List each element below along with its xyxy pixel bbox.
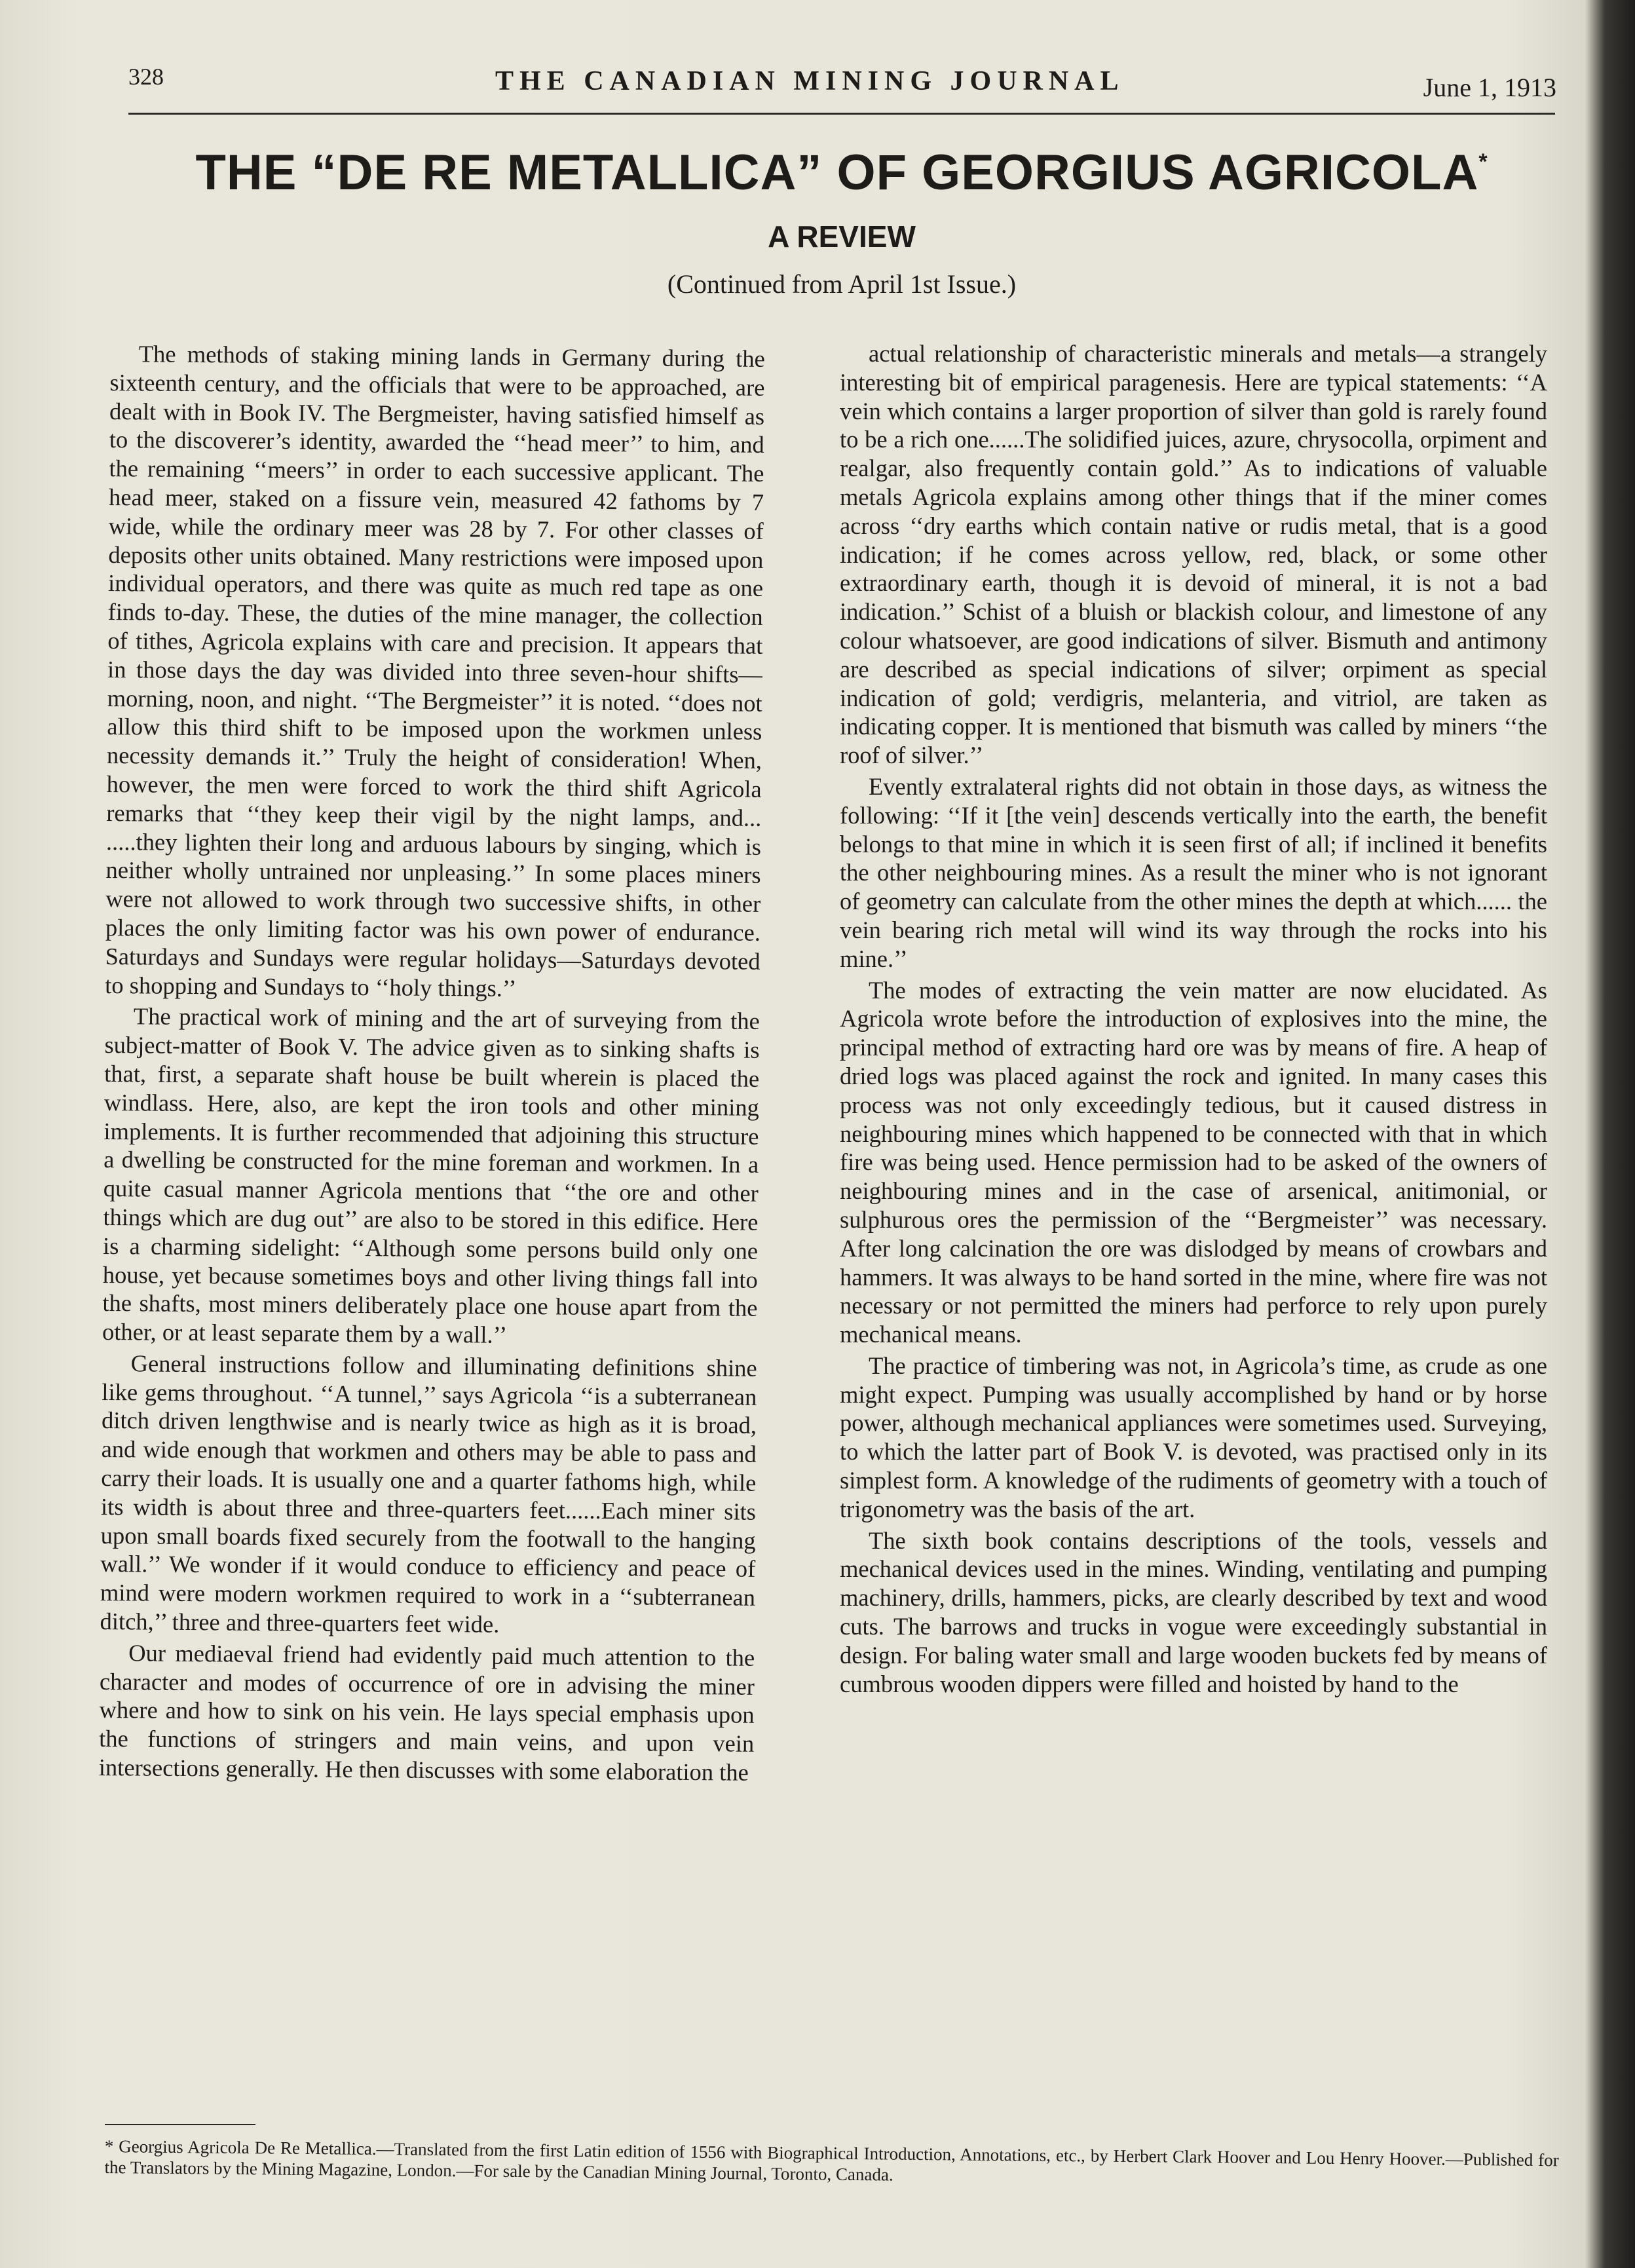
running-header (128, 63, 1556, 109)
paragraph: The modes of extracting the vein matter are now elucidated. As Agricola wrote before the introduction of explosives into the mine, the principal method of extracting hard ore was by means of fire. A heap of dried logs was placed against the rock and ignited. In many cases this process was not only exceedingly tedious, but it caused distress in neighbouring mines which happened to be connected with that in which fire was being used. Hence permission had to be asked of the owners of neighbouring mines and in the case of arsenical, anitimonial, or sulphurous ores the permission of the ‘‘Bergmeister’’ was necessary. After long calcination the ore was dislodged by means of crowbars and hammers. It was always to be hand sorted in the mine, where fire was not necessary or not permitted the miners had perforce to rely upon purely mechanical means. (840, 976, 1547, 1348)
right-column (840, 339, 1547, 2108)
article-subtitle: A REVIEW (768, 219, 916, 254)
footnote: * Georgius Agricola De Re Metallica.—Translated from the first Latin edition of 1556 with Biographical Introduction, Annotations, etc., by Herbert Clark Hoover and Lou Henry Hoover.—Published for the Translators by the Mining Magazine, London.—For sale by the Canadian Mining Journal, Toronto, Canada. (104, 2136, 1559, 2185)
footnote-rule (105, 2124, 255, 2125)
article-title (131, 144, 1552, 201)
paragraph: actual relationship of characteristic minerals and metals—a strangely interesting bit of empirical paragenesis. Here are typical statements: ‘‘A vein which contains a larger proportion of silver than gold is rarely found to be a rich one......The solidified juices, azure, chrysocolla, orpiment and realgar, also frequently contain gold.’’ As to indications of valuable metals Agricola explains among other things that if the miner comes across ‘‘dry earths which contain native or rudis metal, that is a good indication; if he comes across yellow, red, black, or some other extraordinary earth, though it is devoid of mineral, it is not a bad indication.’’ Schist of a bluish or blackish colour, and limestone of any colour whatsoever, are good indications of silver. Bismuth and antimony are described as special indications of silver; orpiment as special indication of gold; verdigris, melanteria, and vitriol, are taken as indicating copper. It is mentioned that bismuth was called by miners ‘‘the roof of silver.’’ (840, 340, 1547, 769)
left-column (96, 339, 765, 2113)
paragraph: The practical work of mining and the art of surveying from the subject-matter of Book V. The advice given as to sinking shafts is that, first, a separate shaft house be built wherein is placed the windlass. Here, also, are kept the iron tools and other mining implements. It is further recommended that adjoining this structure a dwelling be constructed for the mine foreman and workmen. In a quite casual manner Agricola mentions that ‘‘the ore and other things which are dug out’’ are also to be stored in this edifice. Here is a charming sidelight: ‘‘Although some persons build only one house, yet because sometimes boys and other living things fall into the shafts, most miners deliberately place one house apart from the other, or at least separate them by a wall.’’ (102, 1002, 761, 1348)
article-title-text: THE “DE RE METALLICA” OF GEORGIUS AGRICOLA (195, 145, 1479, 200)
paragraph: The methods of staking mining lands in Germany during the sixteenth century, and the officials that were to be approached, are dealt with in Book IV. The Bergmeister, having satisfied himself as to the discoverer’s identity, awarded the ‘‘head meer’’ to him, and the remaining ‘‘meers’’ in order to each successive applicant. The head meer, staked on a fissure vein, measured 42 fathoms by 7 wide, while the ordinary meer was 28 by 7. For other classes of deposits other units obtained. Many restrictions were imposed upon individual operators, and there was quite as much red tape as one finds to-day. These, the duties of the mine manager, the collection of tithes, Agricola explains with care and precision. It appears that in those days the day was divided into three seven-hour shifts—morning, noon, and night. ‘‘The Bergmeister’’ it is noted. ‘‘does not allow this third shift to be imposed upon the workmen unless necessity demands it.’’ Truly the height of consideration! When, however, the men were forced to work the third shift Agricola remarks that ‘‘they keep their vigil by the night lamps, and... .....they lighten their long and arduous labours by singing, which is neither wholly untrained nor unpleasing.’’ In some places miners were not allowed to work through two successive shifts, in other places the only limiting factor was his own power of endurance. Saturdays and Sundays were regular holidays—Saturdays devoted to shopping and Sundays to ‘‘holy things.’’ (105, 340, 765, 1002)
footnote-marker: * (1478, 149, 1488, 174)
paragraph: General instructions follow and illuminating definitions shine like gems throughout. ‘‘A tunnel,’’ says Agricola ‘‘is a subterranean ditch driven lengthwise and is nearly twice as high as it is broad, and wide enough that workmen and others may be able to pass and carry their loads. It is usually one and a quarter fathoms high, while its width is about three and three-quarters feet......Each miner sits upon small boards fixed securely from the footwall to the hanging wall.’’ We wonder if it would conduce to efficiency and peace of mind were modern workmen required to work in a ‘‘subterranean ditch,’’ three and three-quarters feet wide. (100, 1350, 757, 1638)
journal-title: THE CANADIAN MINING JOURNAL (495, 66, 1125, 96)
header-rule (128, 113, 1555, 115)
issue-date: June 1, 1913 (1423, 73, 1556, 102)
page-number: 328 (128, 64, 164, 90)
continued-note: (Continued from April 1st Issue.) (667, 269, 1017, 299)
paragraph: The practice of timbering was not, in Agricola’s time, as crude as one might expect. Pumping was usually accomplished by hand or by horse power, although mechanical appliances were sometimes used. Surveying, to which the latter part of Book V. is devoted, was practised only in its simplest form. A knowledge of the rudiments of geometry with a touch of trigonometry was the basis of the art. (840, 1351, 1547, 1522)
paragraph: Evently extralateral rights did not obtain in those days, as witness the following: ‘‘If it [the vein] descends vertically into the earth, the benefit belongs to that mine in which it is seen first of all; if inclined it benefits the other neighbouring mines. As a result the miner who is not ignorant of geometry can calculate from the other mines the depth at which...... the vein bearing rich metal will wind its way through the rocks into his mine.’’ (840, 772, 1547, 972)
paragraph: Our mediaeval friend had evidently paid much attention to the character and modes of occurrence of ore in advising the miner where and how to sink on his vein. He lays special emphasis upon the functions of stringers and main veins, and upon vein intersections generally. He then discusses with some elaboration the (98, 1639, 755, 1786)
paragraph: The sixth book contains descriptions of the tools, vessels and mechanical devices used in the mines. Winding, ventilating and pumping machinery, drills, hammers, picks, are clearly described by text and wood cuts. The barrows and trucks in vogue were exceedingly substantial in design. For baling water small and large wooden buckets fed by means of cumbrous wooden dippers were filled and hoisted by hand to the (840, 1526, 1547, 1697)
